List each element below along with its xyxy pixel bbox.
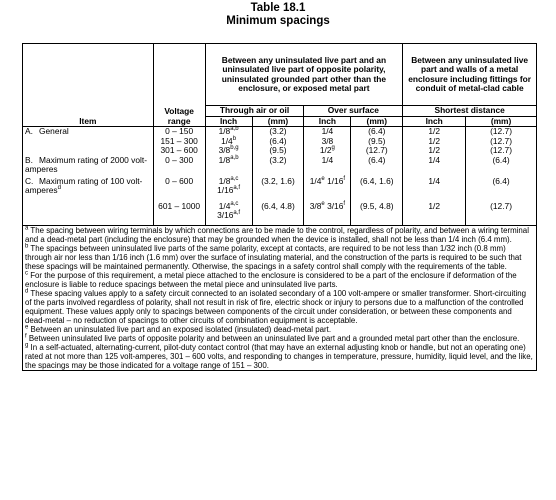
footnote-c: $^c$ For the purpose of this requirement, a metal piece attached to the enclosure is considered to be a part of the enclosure if deformation of the enclosure is liable to reduce spacings between the metal piece and uninsulated live parts.: [25, 270, 517, 289]
footnotes-row: [23, 226, 537, 371]
footnote-d: $^d$ These spacing values apply to a safety circuit connected to an isolated secondary of a 100 volt-ampere or smaller transformer. Short-circuiting of the parts involved regardless of polarity, shall not result in risk of fire, electric shock or injury to persons due to a malfunction of the controlled equipment. These values apply only to spacings between components of the circuit under consideration, or between these components and dead-metal – no reduction of spacings to other circuits of combination equipment is acceptable.: [25, 288, 527, 325]
air-mm-cell: (3.2): [252, 156, 304, 177]
surface-mm-cell: (9.5, 4.8): [351, 202, 403, 226]
table-row: [23, 127, 537, 137]
voltage-cell: 0 – 300: [153, 156, 205, 177]
surface-inch-cell: 3/8e 3/16$^f$: [304, 202, 351, 226]
air-inch-cell: 1/4$^b$: [205, 137, 252, 147]
surface-inch-cell: 1/4: [304, 127, 351, 137]
air-mm-cell: (9.5): [252, 146, 304, 156]
shortest-distance-header: Shortest distance: [403, 106, 537, 117]
voltage-cell: 601 – 1000: [153, 202, 205, 226]
surface-inch-cell: 1/2$^g$: [304, 146, 351, 156]
enclosure-header: Between any uninsulated live part and walls of a metal enclosure including fittings for conduit of metal-clad cable: [403, 44, 537, 106]
surface-mm-cell: (6.4, 1.6): [351, 177, 403, 202]
air-mm-cell: (3.2): [252, 127, 304, 137]
table-row: [23, 202, 537, 226]
row-label-general: A. General: [23, 127, 154, 137]
shortest-inch-header: Inch: [403, 116, 466, 127]
surface-inch-cell: 3/8: [304, 137, 351, 147]
footnote-f: $^f$ Between uninsulated live parts of opposite polarity and between an uninsulated live part and a grounded metal part other than the enclosure.: [25, 333, 520, 343]
surface-mm-cell: (6.4): [351, 127, 403, 137]
live-parts-header: Between any uninsulated live part and an uninsulated live part of opposite polarity, uninsulated grounded part other than the enclosure, or exposed metal part: [205, 44, 403, 106]
footnote-a: $^a$ The spacing between wiring terminals by which connections are to be made to the control, regardless of polarity, and between a wiring terminal and a dead-metal part (including the enclosure) that may be grounded when the device is installed, shall not be less than 1/4 inch (6.4 mm).: [25, 225, 529, 244]
table-title: [0, 0, 556, 28]
air-inch-cell: 1/8$^{a,b}$: [205, 127, 252, 137]
shortest-inch-cell: 1/4: [403, 177, 466, 202]
air-mm-cell: (6.4): [252, 137, 304, 147]
table-caption: Minimum spacings: [226, 15, 330, 27]
shortest-inch-cell: 1/4: [403, 156, 466, 177]
surface-mm-header: (mm): [351, 116, 403, 127]
row-label-2000va: B. Maximum rating of 2000 volt-amperes: [23, 156, 154, 177]
shortest-mm-cell: (12.7): [466, 137, 537, 147]
shortest-inch-cell: 1/2: [403, 137, 466, 147]
shortest-mm-cell: (12.7): [466, 202, 537, 226]
table-row: [23, 156, 537, 177]
shortest-mm-cell: (6.4): [466, 177, 537, 202]
air-inch-cell: 1/8$^{a,c}$ 1/16$^{a,f}$: [205, 177, 252, 202]
footnote-g: $^g$ In a self-actuated, alternating-current, pilot-duty contact control (that may have an external adjusting knob or handle, but not an operating one) rated at not more than 125 volt-amperes, 301 – 600 volts, and responding to changes in temperature, pressure, humidity, liquid level, and the like, the spacings may be those indicated for a voltage range of 151 – 300.: [25, 342, 533, 370]
air-inch-cell: 3/8$^{b,g}$: [205, 146, 252, 156]
table-row: [23, 177, 537, 202]
through-air-header: Through air or oil: [205, 106, 304, 117]
voltage-header: Voltage range: [153, 44, 205, 127]
surface-inch-cell: 1/4e 1/16$^f$: [304, 177, 351, 202]
table-number: Table 18.1: [250, 2, 306, 14]
air-mm-cell: (3.2, 1.6): [252, 177, 304, 202]
footnote-e: $^e$ Between an uninsulated live part and an exposed isolated (insulated) dead-metal part.: [25, 324, 332, 334]
voltage-cell: 0 – 150: [153, 127, 205, 137]
shortest-inch-cell: 1/2: [403, 127, 466, 137]
shortest-mm-cell: (12.7): [466, 146, 537, 156]
shortest-inch-cell: 1/2: [403, 146, 466, 156]
surface-mm-cell: (12.7): [351, 146, 403, 156]
voltage-cell: 301 – 600: [153, 146, 205, 156]
footnotes: [23, 226, 537, 371]
surface-mm-cell: (9.5): [351, 137, 403, 147]
air-mm-cell: (6.4, 4.8): [252, 202, 304, 226]
shortest-mm-cell: (12.7): [466, 127, 537, 137]
footnote-b: $^b$ The spacings between uninsulated live parts of the same polarity, except at contacts, are required to be not less than 1/32 inch (0.8 mm) through air nor less than 1/16 inch (1.6 mm) over the surface of insulating material, and the construction of the parts is required to be such that these spacings will be maintained permanently. Otherwise, the spacings in a safety control shall comply with the requirements of the table.: [25, 243, 522, 271]
surface-inch-header: Inch: [304, 116, 351, 127]
shortest-mm-cell: (6.4): [466, 156, 537, 177]
air-inch-cell: 1/4$^{a,c}$ 3/16$^{a,f}$: [205, 202, 252, 226]
air-mm-header: (mm): [252, 116, 304, 127]
item-header: Item: [23, 44, 154, 127]
spacing-table: [22, 43, 537, 371]
shortest-inch-cell: 1/2: [403, 202, 466, 226]
header-row-1: [23, 44, 537, 106]
shortest-mm-header: (mm): [466, 116, 537, 127]
air-inch-header: Inch: [205, 116, 252, 127]
row-label-100va: C. Maximum rating of 100 volt-amperes$^d$: [23, 177, 154, 202]
surface-inch-cell: 1/4: [304, 156, 351, 177]
voltage-cell: 0 – 600: [153, 177, 205, 202]
voltage-cell: 151 – 300: [153, 137, 205, 147]
air-inch-cell: 1/8$^{a,b}$: [205, 156, 252, 177]
over-surface-header: Over surface: [304, 106, 403, 117]
surface-mm-cell: (6.4): [351, 156, 403, 177]
